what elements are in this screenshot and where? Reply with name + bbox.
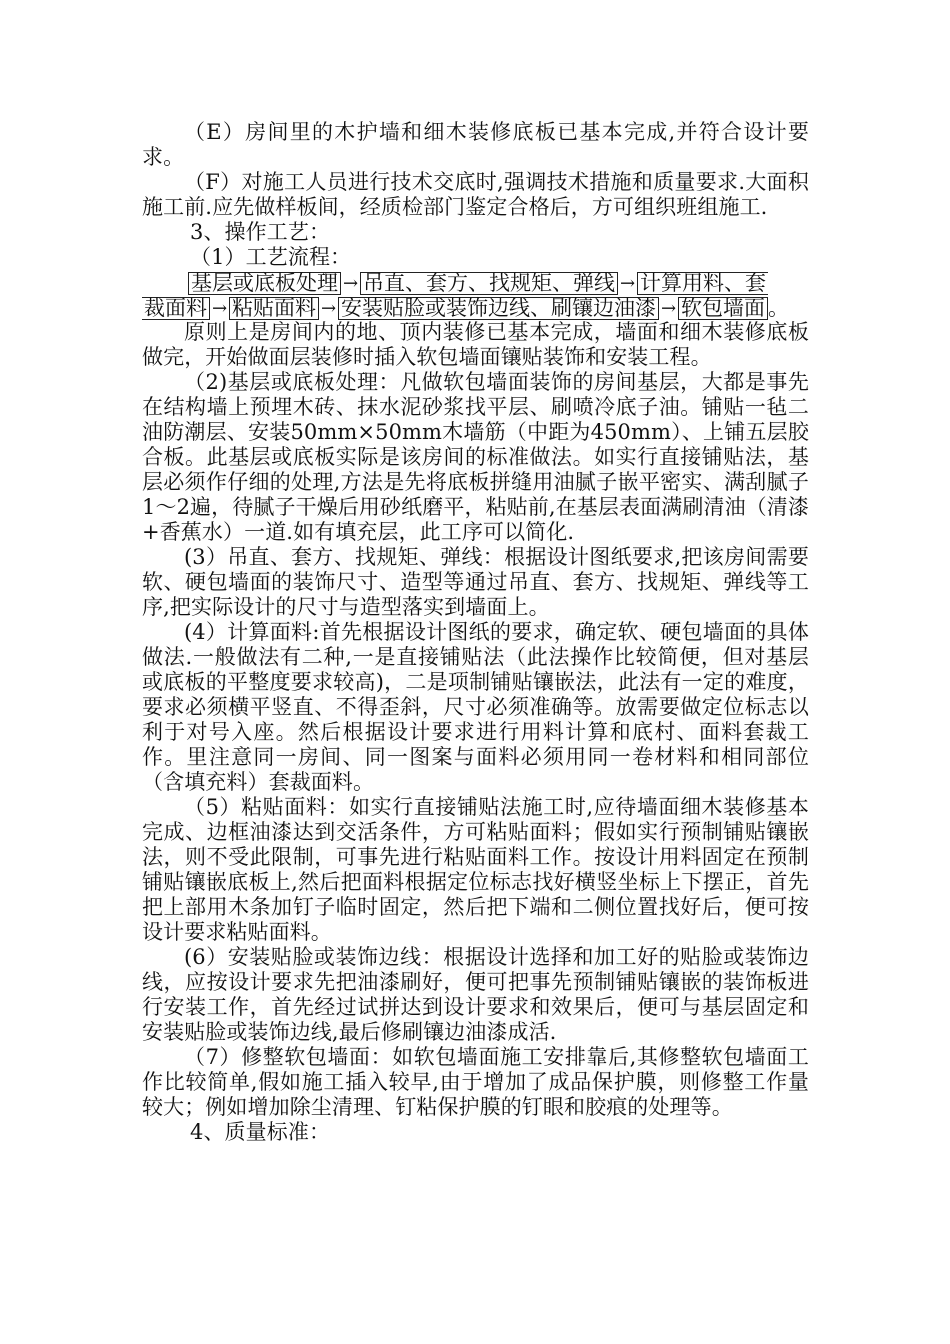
flow-arrow-icon: → (211, 298, 228, 319)
paragraph-step-7: （7）修整软包墙面：如软包墙面施工安排靠后,其修整软包墙面工作比较简单,假如施工插入较早,由于增加了成品保护膜，则修整工作量较大；例如增加除尘清理、钉粘保护膜的钉眼和胶痕的处理等。 (142, 1045, 809, 1119)
flow-arrow-icon: → (320, 298, 337, 319)
paragraph-step-6: (6）安装贴脸或装饰边线：根据设计选择和加工好的贴脸或装饰边线，应按设计要求先把油漆刷好，便可把事先预制铺贴镶嵌的装饰板进行安装工作，首先经过试拼达到设计要求和效果后，便可与基层固定和安装贴脸或装饰边线,最后修刷镶边油漆成活. (142, 945, 809, 1044)
flow-arrow-icon: → (619, 273, 636, 294)
flow-box-layout: 吊直、套方、找规矩、弹线 (360, 272, 618, 295)
paragraph-step-5: （5）粘贴面料：如实行直接铺贴法施工时,应待墙面细木装修基本完成、边框油漆达到交活条件，方可粘贴面料；假如实行预制铺贴镶嵌法，则不受此限制，可事先进行粘贴面料工作。按设计用料固定在预制铺贴镶嵌底板上,然后把面料根据定位标志找好横竖坐标上下摆正，首先把上部用木条加钉子临时固定，然后把下端和二侧位置找好后，便可按设计要求粘贴面料。 (142, 795, 809, 944)
paragraph-step-3: (3）吊直、套方、找规矩、弹线：根据设计图纸要求,把该房间需要软、硬包墙面的装饰尺寸、造型等通过吊直、套方、找规矩、弹线等工序,把实际设计的尺寸与造型落实到墙面上。 (142, 545, 809, 619)
document-page (142, 120, 809, 1145)
process-flow-line-1 (188, 270, 809, 295)
paragraph-e: （E）房间里的木护墙和细木装修底板已基本完成,并符合设计要求。 (142, 120, 809, 169)
flow-box-install-trim: 安装贴脸或装饰边线、刷镶边油漆 (338, 297, 659, 320)
paragraph-step-2: （2)基层或底板处理：凡做软包墙面装饰的房间基层，大都是事先在结构墙上预埋木砖、抹水泥砂浆找平层、刷喷冷底子油。铺贴一毡二油防潮层、安装50mm×50mm木墙筋（中距为450mm）、上铺五层胶合板。此基层或底板实际是该房间的标准做法。如实行直接铺贴法，基层必须作仔细的处理,方法是先将底板拼缝用油腻子嵌平密实、满刮腻子1～2遍，待腻子干燥后用砂纸磨平，粘贴前,在基层表面满刷清油（清漆+香蕉水）一道.如有填充层，此工序可以简化. (142, 370, 809, 544)
flow-box-base-treatment: 基层或底板处理 (188, 272, 341, 295)
paragraph-step-4: (4）计算面料:首先根据设计图纸的要求，确定软、硬包墙面的具体做法.一般做法有二种,一是直接铺贴法（此法操作比较简便，但对基层或底板的平整度要求较高)，二是项制铺贴镶嵌法，此法有一定的难度，要求必须横平竖直、不得歪斜，尺寸必须准确等。放需要做定位标志以利于对号入座。然后根据设计要求进行用料计算和底村、面料套裁工作。里注意同一房间、同一图案与面料必须用同一卷材料和相同部位（含填充料）套裁面料。 (142, 620, 809, 794)
paragraph-principle: 原则上是房间内的地、顶内装修已基本完成，墙面和细木装修底板做完，开始做面层装修时插入软包墙面镶贴装饰和安装工程。 (142, 320, 809, 369)
flow-box-material-calc-part1: 计算用料、套 (637, 272, 768, 295)
paragraph-f: （F）对施工人员进行技术交底时,强调技术措施和质量要求.大面积施工前.应先做样板间，经质检部门鉴定合格后，方可组织班组施工. (142, 170, 809, 219)
section-3-heading: 3、操作工艺： (190, 220, 331, 244)
flow-arrow-icon: → (660, 298, 677, 319)
flow-arrow-icon: → (342, 273, 359, 294)
flow-end-mark: 。 (768, 296, 789, 320)
section-4-heading: 4、质量标准： (190, 1120, 331, 1144)
flow-box-material-calc-part2: 裁面料 (142, 297, 210, 320)
flow-box-paste-fabric: 粘贴面料 (229, 297, 319, 320)
flow-box-soft-wall: 软包墙面 (678, 297, 768, 320)
process-flow-heading: （1）工艺流程： (190, 245, 352, 269)
process-flow-line-2 (142, 295, 809, 320)
